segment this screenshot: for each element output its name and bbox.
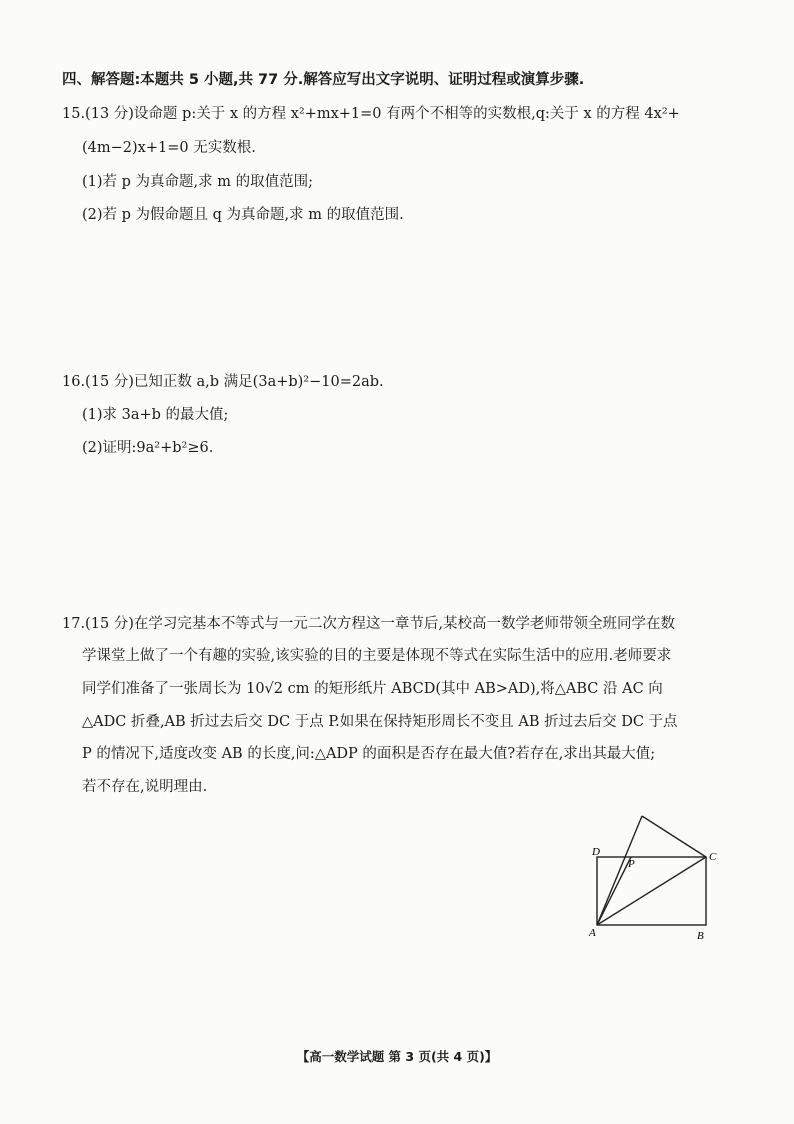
q16-part2: (2)证明:9a²+b²≥6. — [82, 440, 214, 456]
folding-figure — [584, 812, 724, 948]
q15-part2: (2)若 p 为假命题且 q 为真命题,求 m 的取值范围. — [82, 207, 404, 223]
folded-edge-ab — [597, 816, 642, 925]
q17-line4: △ADC 折叠,AB 折过去后交 DC 于点 P.如果在保持矩形周长不变且 AB 折过去后交 DC 于点 — [82, 714, 678, 730]
section-header: 四、解答题:本题共 5 小题,共 77 分.解答应写出文字说明、证明过程或演算步骤. — [62, 72, 585, 88]
label-b: B — [697, 930, 704, 942]
q17-line2: 学课堂上做了一个有趣的实验,该实验的目的主要是体现不等式在实际生活中的应用.老师要求 — [82, 648, 672, 664]
q17-line6: 若不存在,说明理由. — [82, 779, 208, 795]
page-footer: 【高一数学试题 第 3 页(共 4 页)】 — [296, 1049, 498, 1064]
q15-stem-line2: (4m−2)x+1=0 无实数根. — [82, 140, 256, 156]
q17-line3: 同学们准备了一张周长为 10√2 cm 的矩形纸片 ABCD(其中 AB>AD),将△ABC 沿 AC 向 — [82, 681, 663, 697]
q17-line1: 17.(15 分)在学习完基本不等式与一元二次方程这一章节后,某校高一数学老师带领全班同学在数 — [62, 616, 676, 632]
q16-stem: 16.(15 分)已知正数 a,b 满足(3a+b)²−10=2ab. — [62, 374, 384, 390]
label-c: C — [709, 851, 717, 863]
q15-stem-line1: 15.(13 分)设命题 p:关于 x 的方程 x²+mx+1=0 有两个不相等的实数根,q:关于 x 的方程 4x²+ — [62, 106, 680, 122]
q15-part1: (1)若 p 为真命题,求 m 的取值范围; — [82, 174, 314, 190]
q17-line5: P 的情况下,适度改变 AB 的长度,问:△ADP 的面积是否存在最大值?若存在,求出其最大值; — [82, 746, 656, 762]
label-a: A — [589, 927, 596, 939]
label-d: D — [592, 846, 600, 858]
folded-edge-bc — [642, 816, 706, 857]
label-p: P — [628, 858, 635, 870]
q16-part1: (1)求 3a+b 的最大值; — [82, 407, 229, 423]
